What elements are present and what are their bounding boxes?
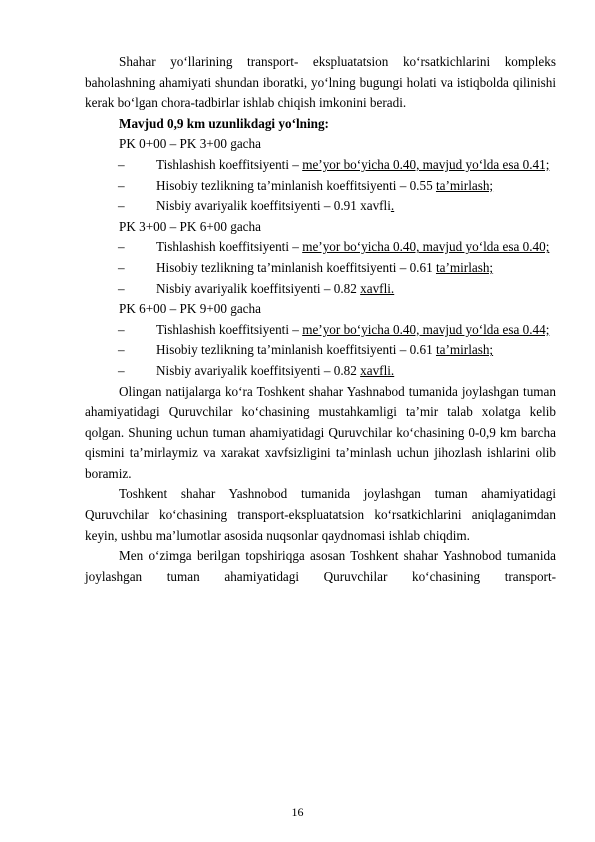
page-number: 16 (291, 805, 304, 819)
list-item (85, 237, 556, 258)
item-underlined-value: xavfli. (360, 362, 395, 378)
list-item (85, 176, 556, 197)
list-item (85, 361, 556, 382)
item-underlined-value: . (390, 198, 395, 214)
item-underlined-value: me’yor bo‘yicha 0.40, mavjud yo‘lda esa 0.41; (302, 156, 550, 172)
item-text: Tishlashish koeffitsiyenti – (156, 321, 303, 337)
item-underlined-value: me’yor bo‘yicha 0.40, mavjud yo‘lda esa 0.44; (302, 321, 550, 337)
dash-bullet: – (118, 156, 125, 172)
dash-bullet: – (118, 342, 125, 358)
list-item (85, 320, 556, 341)
item-text: Tishlashish koeffitsiyenti – (156, 239, 303, 255)
intro-paragraph: Shahar yo‘llarining transport- ekspluatatsion ko‘rsatkichlarini kompleks baholashning ahamiyati shundan iboratki, yo‘lning bugungi holati va istiqbolda qilinishi kerak bo‘lgan chora-tadbirlar ishlab chiqish imkonini beradi. (85, 54, 556, 111)
item-text: Hisobiy tezlikning ta’minlanish koeffitsiyenti – 0.61 (156, 259, 436, 275)
dash-bullet: – (118, 239, 125, 255)
item-text: Tishlashish koeffitsiyenti – (156, 156, 303, 172)
dash-bullet: – (118, 259, 125, 275)
item-underlined-value: xavfli. (360, 280, 395, 296)
section-heading: Mavjud 0,9 km uzunlikdagi yo‘lning: (119, 115, 329, 131)
document-page (85, 52, 556, 587)
dash-bullet: – (118, 280, 125, 296)
list-item (85, 196, 556, 217)
item-text: Nisbiy avariyalik koeffitsiyenti – 0.82 (156, 280, 361, 296)
dash-bullet: – (118, 362, 125, 378)
section-3-title: PK 6+00 – PK 9+00 gacha (119, 301, 261, 317)
section-1-title: PK 0+00 – PK 3+00 gacha (119, 136, 261, 152)
body-paragraph: Toshkent shahar Yashnobod tumanida joylashgan tuman ahamiyatidagi Quruvchilar ko‘chasining transport-ekspluatatsion ko‘rsatkichlarini aniqlaganimdan keyin, ushbu ma’lumotlar asosida nuqsonlar qaydnomasi ishlab chiqdim. (85, 486, 556, 543)
item-text: Hisobiy tezlikning ta’minlanish koeffitsiyenti – 0.61 (156, 342, 436, 358)
list-item (85, 279, 556, 300)
item-underlined-value: me’yor bo‘yicha 0.40, mavjud yo‘lda esa 0.40; (302, 239, 550, 255)
item-text: Nisbiy avariyalik koeffitsiyenti – 0.91 xavfli (156, 198, 391, 214)
dash-bullet: – (118, 321, 125, 337)
item-text: Nisbiy avariyalik koeffitsiyenti – 0.82 (156, 362, 361, 378)
body-paragraph: Olingan natijalarga ko‘ra Toshkent shahar Yashnabod tumanida joylashgan tuman ahamiyatidagi Quruvchilar ko‘chasining mustahkamligi ta’mir talab xolatga kelib qolgan. Shuning uchun tuman ahamiyatidagi Quruvchilar ko‘chasining 0-0,9 km barcha qismini ta’mirlaymiz va xarakat xavfsizligini ta’minlash uchun jihozlash ishlarini olib boramiz. (85, 383, 556, 481)
list-item (85, 155, 556, 176)
body-paragraph: Men o‘zimga berilgan topshiriqga asosan Toshkent shahar Yashnobod tumanida joylashgan tuman ahamiyatidagi Quruvchilar ko‘chasining transport- (85, 548, 556, 584)
dash-bullet: – (118, 198, 125, 214)
dash-bullet: – (118, 177, 125, 193)
list-item (85, 258, 556, 279)
section-2-title: PK 3+00 – PK 6+00 gacha (119, 218, 261, 234)
item-underlined-value: ta’mirlash; (435, 342, 494, 358)
item-underlined-value: ta’mirlash; (435, 177, 494, 193)
item-underlined-value: ta’mirlash; (435, 259, 494, 275)
list-item (85, 340, 556, 361)
item-text: Hisobiy tezlikning ta’minlanish koeffitsiyenti – 0.55 (156, 177, 436, 193)
